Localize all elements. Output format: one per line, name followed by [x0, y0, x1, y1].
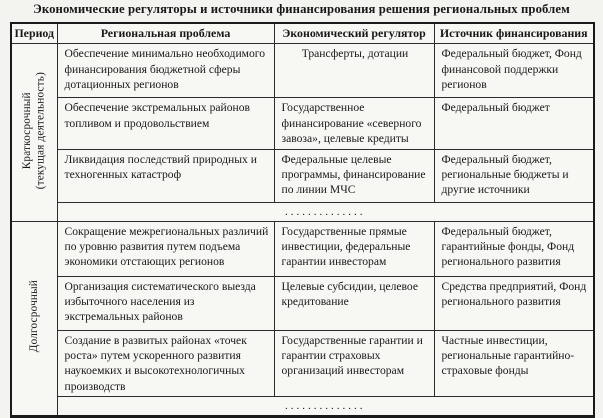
cell-regulator: Федеральные целевые программы, финансирование по линии МЧС: [274, 149, 434, 202]
period-group-label: [28, 280, 42, 352]
period-group-short-term: [11, 44, 57, 221]
cell-source: Федеральный бюджет: [434, 98, 594, 149]
cell-problem: Обеспечение минимально необходимого финансирования бюджетной сферы дотационных регионов: [57, 44, 274, 98]
cell-regulator: Государственные гарантии и гарантии страховых организаций инвесторам: [274, 330, 434, 397]
cell-problem: Ликвидация последствий природных и техногенных катастроф: [57, 149, 274, 202]
cell-source: Федеральный бюджет, Фонд финансовой поддержки регионов: [434, 44, 594, 98]
cell-problem: Сокращение межрегиональных различий по уровню развития путем подъема экономики отстающих регионов: [57, 221, 274, 276]
header-source: Источник финансирования: [434, 23, 594, 44]
table-row: [11, 276, 594, 330]
ellipsis-cell: ..............: [57, 202, 594, 221]
cell-problem: Создание в развитых районах «точек роста» путем ускоренного развития наукоемких и высокотехнологичных производств: [57, 330, 274, 397]
period-label-line1: Краткосрочный: [20, 91, 33, 169]
table-row: [11, 330, 594, 397]
header-regulator: Экономический регулятор: [274, 23, 434, 44]
cell-source: Частные инвестиции, региональные гарантийно-страховые фонды: [434, 330, 594, 397]
ellipsis-row: [11, 397, 594, 417]
table-header-row: [11, 23, 594, 44]
cell-source: Средства предприятий, Фонд регионального развития: [434, 276, 594, 330]
page-title: Экономические регуляторы и источники финансирования решения региональных проблем: [33, 2, 570, 16]
cell-source: Федеральный бюджет, региональные бюджеты и другие источники: [434, 149, 594, 202]
ellipsis-row: [11, 202, 594, 221]
table-row: [11, 149, 594, 202]
table-row: [11, 44, 594, 98]
regulators-financing-table: [10, 22, 595, 418]
cell-regulator: Государственное финансирование «северного завоза», целевые кредиты: [274, 98, 434, 149]
table-row: [11, 98, 594, 149]
period-group-long-term: [11, 221, 57, 417]
ellipsis-cell: ..............: [57, 397, 594, 417]
table-row: [11, 221, 594, 276]
header-period: Период: [11, 23, 57, 44]
period-group-label: [21, 72, 48, 189]
cell-regulator: Государственные прямые инвестиции, федеральные гарантии инвесторам: [274, 221, 434, 276]
period-label-line2: (текущая деятельность): [34, 71, 47, 189]
period-label-line1: Долгосрочный: [27, 280, 40, 353]
cell-regulator: Целевые субсидии, целевое кредитование: [274, 276, 434, 330]
cell-problem: Организация систематического выезда избыточного населения из экстремальных районов: [57, 276, 274, 330]
cell-regulator: Трансферты, дотации: [274, 44, 434, 98]
cell-problem: Обеспечение экстремальных районов топливом и продовольствием: [57, 98, 274, 149]
header-problem: Региональная проблема: [57, 23, 274, 44]
cell-source: Федеральный бюджет, гарантийные фонды, Фонд регионального развития: [434, 221, 594, 276]
